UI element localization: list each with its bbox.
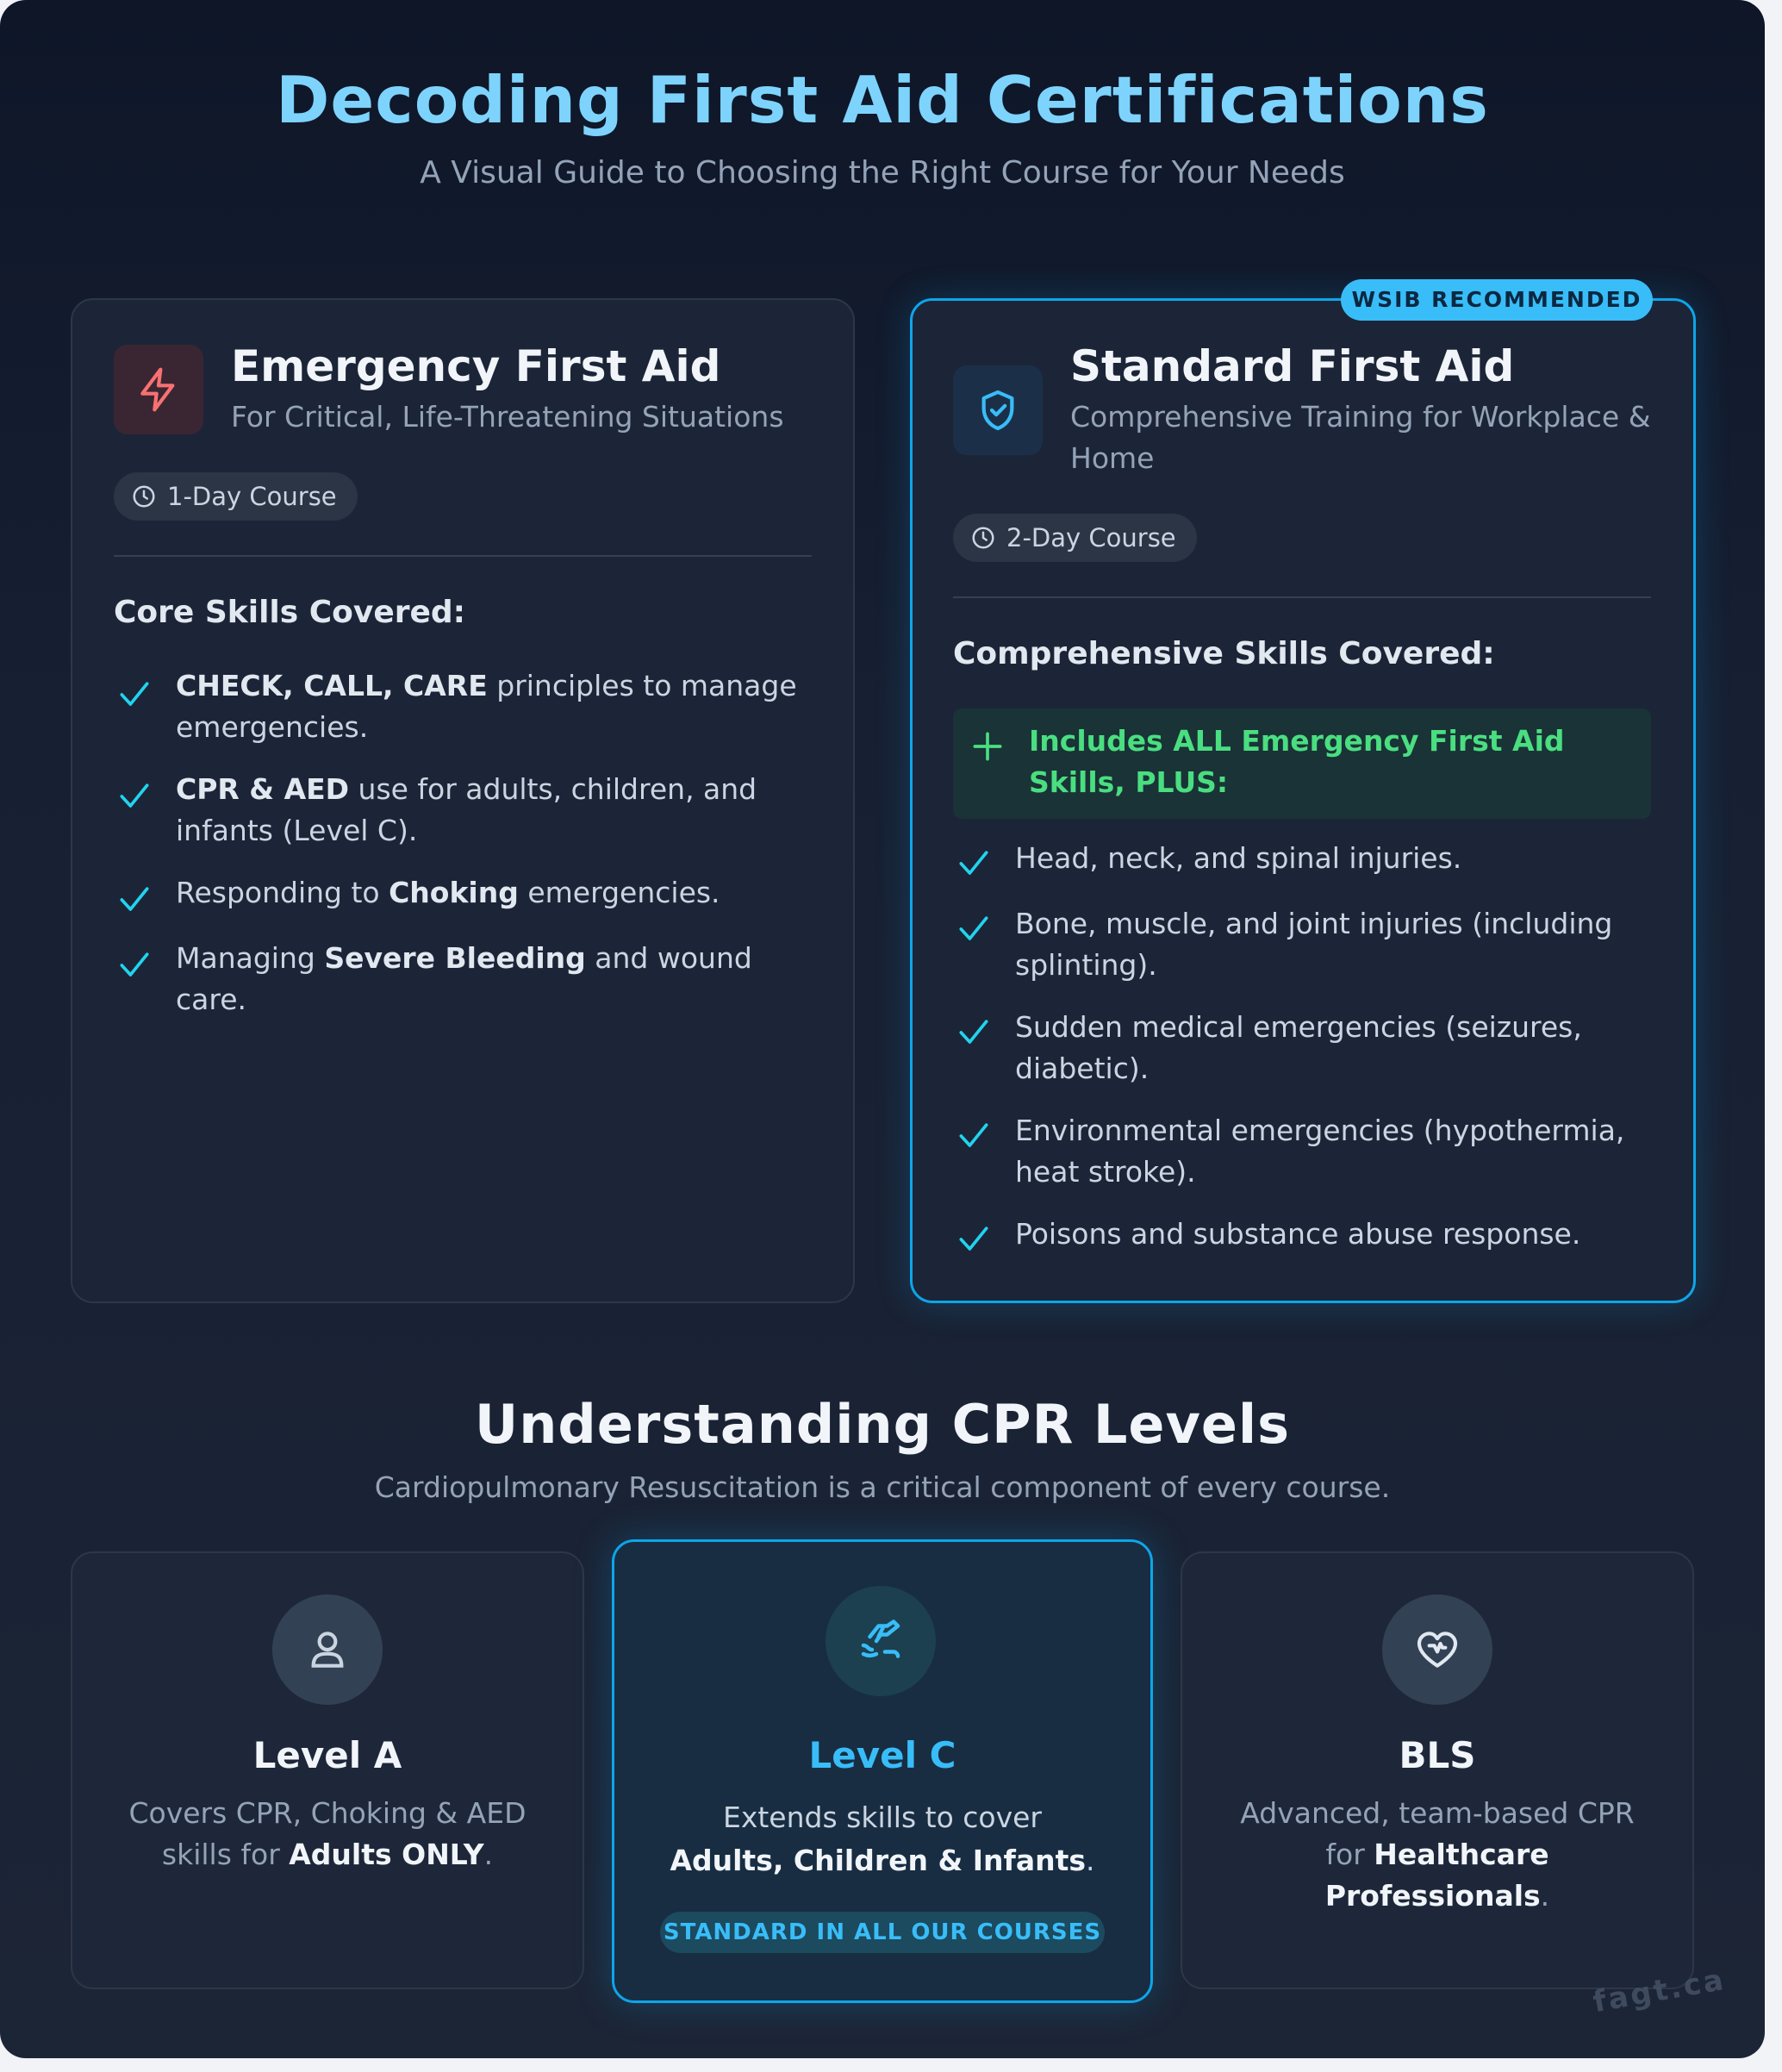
efa-divider [114,555,812,557]
efa-duration-badge [114,472,358,521]
efa-title: Emergency First Aid [231,341,721,391]
efa-skill-1: CHECK, CALL, CARE principles to manage emergencies. [176,669,797,744]
efa-skill-2: CPR & AED use for adults, children, and infants (Level C). [176,772,757,847]
level-c-desc: Extends skills to cover Adults, Children & Infants. [670,1801,1095,1877]
standard-courses-pill: STANDARD IN ALL OUR COURSES [660,1912,1105,1953]
person-icon [272,1595,383,1705]
sfa-subtitle: Comprehensive Training for Workplace & Home [1070,400,1651,475]
lightning-icon [114,345,203,434]
check-icon [955,1117,993,1155]
efa-duration: 1-Day Course [167,482,337,511]
shield-check-icon [953,365,1043,455]
efa-skill-3: Responding to Choking emergencies. [176,876,720,909]
check-icon [955,1014,993,1052]
includes-text: Includes ALL Emergency First Aid Skills, PLUS: [1029,724,1565,799]
check-icon [115,881,153,919]
clock-icon [131,484,157,509]
watermark: fagt.ca [1590,1962,1729,2020]
cpr-section-subtitle: Cardiopulmonary Resuscitation is a critical component of every course. [374,1470,1391,1504]
sfa-divider [953,596,1651,598]
hands-icon [826,1586,936,1696]
heart-icon [1382,1595,1492,1705]
sfa-title: Standard First Aid [1070,341,1515,391]
bls-name: BLS [1399,1734,1476,1776]
sfa-skill-1: Head, neck, and spinal injuries. [1015,841,1462,875]
clock-icon [970,525,996,551]
check-icon [955,910,993,948]
check-icon [955,1220,993,1258]
sfa-skill-2: Bone, muscle, and joint injuries (including splinting). [1015,907,1613,982]
sfa-skill-5: Poisons and substance abuse response. [1015,1217,1581,1251]
efa-skill-4: Managing Severe Bleeding and wound care. [176,941,752,1016]
sfa-skill-4: Environmental emergencies (hypothermia, heat stroke). [1015,1114,1625,1189]
page-title: Decoding First Aid Certifications [276,62,1489,138]
sfa-duration: 2-Day Course [1006,523,1176,552]
cpr-section-title: Understanding CPR Levels [474,1393,1291,1456]
level-a-name: Level A [252,1734,402,1776]
efa-skills-heading: Core Skills Covered: [114,595,466,630]
check-icon [115,676,153,714]
page-subtitle: A Visual Guide to Choosing the Right Course for Your Needs [420,155,1345,190]
wsib-recommended-badge: WSIB RECOMMENDED [1341,279,1653,321]
bls-desc: Advanced, team-based CPR for Healthcare Professionals. [1240,1796,1635,1913]
sfa-skill-3: Sudden medical emergencies (seizures, diabetic). [1015,1010,1582,1085]
level-a-desc: Covers CPR, Choking & AED skills for Adults ONLY. [128,1796,526,1871]
level-c-name: Level C [808,1734,956,1776]
sfa-skills-heading: Comprehensive Skills Covered: [953,636,1495,671]
check-icon [955,845,993,883]
plus-icon [969,727,1006,765]
check-icon [115,777,153,815]
efa-subtitle: For Critical, Life-Threatening Situations [231,400,784,434]
sfa-duration-badge [953,514,1197,562]
check-icon [115,946,153,984]
